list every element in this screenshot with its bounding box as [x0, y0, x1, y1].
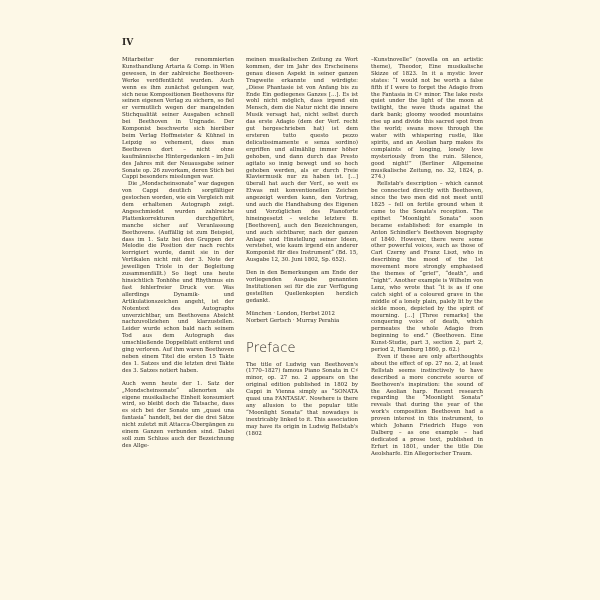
- paragraph: The title of Ludwig van Beethoven's (1770–1827) famous Piano Sonata in C♯ minor, op. 27 no. 2 appears on the original edition published in 1802 by Cappi in Vienna simply as “SONATA quasi una FANTASIA”. Nowhere is there any allusion to the popular title “Moonlight Sonata” that nowadays is inextricably linked to it. This association may have its origin in Ludwig Rellstab's (1802: [246, 361, 358, 437]
- page-number: IV: [122, 38, 134, 48]
- paragraph: Even if these are only afterthoughts about the effect of op. 27 no. 2, at least Rellstab seems instinctively to have described a more concrete source of Beethoven's inspiration: the sound of the Aeolian harp. Recent research regarding the “Moonlight Sonata” reveals that during the year of the work's composition Beethoven had a proven interest in this instrument, to which Johann Friedrich Hugo von Dalberg – as one example – had dedicated a prose text, published in Erfurt in 1801, under the title Die Aeolsharfe. Ein Allegorischer Traum.: [371, 353, 483, 457]
- paragraph: Die „Mondscheinsonate“ war dagegen von Cappi deutlich sorgfältiger gestochen worden, wie ein Vergleich mit dem erhaltenen Autograph zeigt. Angeschmiedet wurden zahlreiche Plattenkorrekturen durchgeführt, manche sicher auf Veranlassung Beethovens. (Auffällig ist zum Beispiel, dass im 1. Satz bei den Gruppen der Melodie die Position der nach rechts korrigiert wurde, damit sie in der Vertikalen nicht mit der 3. Note der jeweiligen Triole in der Begleitung zusammenfällt.) So liegt uns heute hinsichtlich Tonhöhe und Rhythmus ein fast fehlerfreier Druck vor. Was allerdings Dynamik- und Artikulationszeichen angeht, ist der Notentext des Autographs unverzichtbar, um Beethovens Absicht nachzuvollziehen und klarzustellen. Leider wurde schon bald nach seinem Tod aus dem Autograph das umschließende Doppelblatt entfernt und ging verloren. Auf ihm waren Beethoven neben einem Titel die ersten 15 Takte des 1. Satzes und die letzten drei Takte des 3. Satzes notiert haben.: [122, 181, 234, 374]
- paragraph: Mitarbeiter der renommierten Kunsthandlung Artaria & Comp. in Wien gewesen, in der zahlreiche Beethoven-Werke veröffentlicht wurden. Auch wenn es ihm zunächst gelungen war, sich neue Kompositionen Beethovens für seinen eigenen Verlag zu sichern, so fiel er vermutlich wegen der mangelnden Stichqualität seiner Ausgaben schnell bei Beethoven in Ungnade. Der Komponist beschwerte sich hierüber beim Verlag Hoffmeister & Kühnel in Leipzig so vehement, dass man Beethoven dort – nicht ohne kaufmännische Hintergedanken – im Juli des Jahres mit der Neuausgabe seiner Sonate op. 26 zuvorkam, deren Stich bei Cappi besonders misslungen war.: [122, 57, 234, 181]
- signature: München · London, Herbst 2012 Norbert Gertsch · Murray Perahia: [246, 310, 340, 324]
- column-middle: [246, 57, 358, 438]
- section-heading-preface: Preface: [246, 340, 296, 356]
- column-english-right: [371, 57, 483, 458]
- paragraph: meinen musikalischen Zeitung zu Wort kommen, der im Jahr des Erscheinens genau diesen Aspekt in seiner ganzen Tragweite erkannte und würdigte: „Diese Phantasie ist von Anfang bis zu Ende Ein gediegenes Ganzes […]. Es ist wohl nicht möglich, dass irgend ein Mensch, dem die Natur nicht die innere Musik versagt hat, nicht selbst durch das erste Adagio (dem der Verf. recht gut hergeschrieben hat) ist dem ersteren tutto questo pezzo delicatissimamente e senza sordino) ergriffen und allmählig immer höher gehoben, und dann durch das Presto agitato so innig bewegt und so hoch gehoben werden, als er durch Freie Klaviermusik nur zu haben ist. […] überall hat auch der Verf., so weit es Etwas mit konventionellen Zeichen angezeigt werden kann, den Vortrag, und auch die Handhabung des Eigenen und Vorzüglichen des Pianoforte hineingesetzt – welche letztere B. [Beethoven], auch den Bezeichnungen, und auch sichtbarer, nach der ganzen Anlage und Hinstellung seiner Ideen, verstehet, wie kaum irgend ein anderer Komponist für dies Instrument“ (Bd. 15, Ausgabe 12, 30. Juni 1802, Sp. 652).: [246, 57, 358, 264]
- paragraph: Rellstab's description – which cannot be connected directly with Beethoven, since the two men did not meet until 1825 – fell on fertile ground when it came to the Sonata's reception. The epithet “Moonlight Sonata” soon became established: for example in Anton Schindler's Beethoven biography of 1840. However, there were some other powerful voices, such as those of Carl Czerny and Franz Liszt, who in describing the mood of the 1st movement more strongly emphasised the themes of “grief”, “death”, and “night”. Another example is Wilhelm von Lenz, who wrote that “it is as if one catch sight of a coloured grave in the middle of a lonely plain, palely lit by the sickle moon, depicted by the spirit of mourning. […] [Three remarks] the conquering voice of death, which permeates the whole Adagio from beginning to end.” (Beethoven. Eine Kunst-Studie, part 3, section 2, part 2, period 2, Hamburg 1860, p. 62.): [371, 181, 483, 354]
- paragraph: –Kunstnovelle” (novella on an artistic theme), Theodor, Eine musikalische Skizze of 1823. In it a mystic lover states: “I would not be worth a false fifth if I were to forget the Adagio from the Fantasia in C♯ minor. The lake rests quiet under the light of the moon at twilight, the wave thuds against the dark bank; gloomy wooded mountains rise up and divide this sacred spot from the world; swans move through the water with whispering rustle, like spirits, and an Aeolian harp makes its complaints of longing, lonely love mysteriously from the ruin. Silence, good night!” (Berliner Allgemeine musikalische Zeitung, no. 32, 1824, p. 274.): [371, 57, 483, 181]
- paragraph: Den in den Bemerkungen am Ende der vorliegenden Ausgabe genannten Institutionen sei für die zur Verfügung gestellten Quellenkopien herzlich gedankt.: [246, 270, 358, 304]
- column-german-left: [122, 57, 234, 450]
- paragraph: Auch wenn heute der 1. Satz der „Mondscheinsonate“ allenorten als eigene musikalische Einheit konsumiert wird, so bleibt doch die Tatsache, dass es sich bei der Sonate um „quasi una fantasia“ handelt, bei der die drei Sätze nicht zuletzt mit Attacca-Übergängen zu einem Ganzen verbunden sind. Dabei soll zum Schluss auch der Bezeichnung des Allge-: [122, 380, 234, 449]
